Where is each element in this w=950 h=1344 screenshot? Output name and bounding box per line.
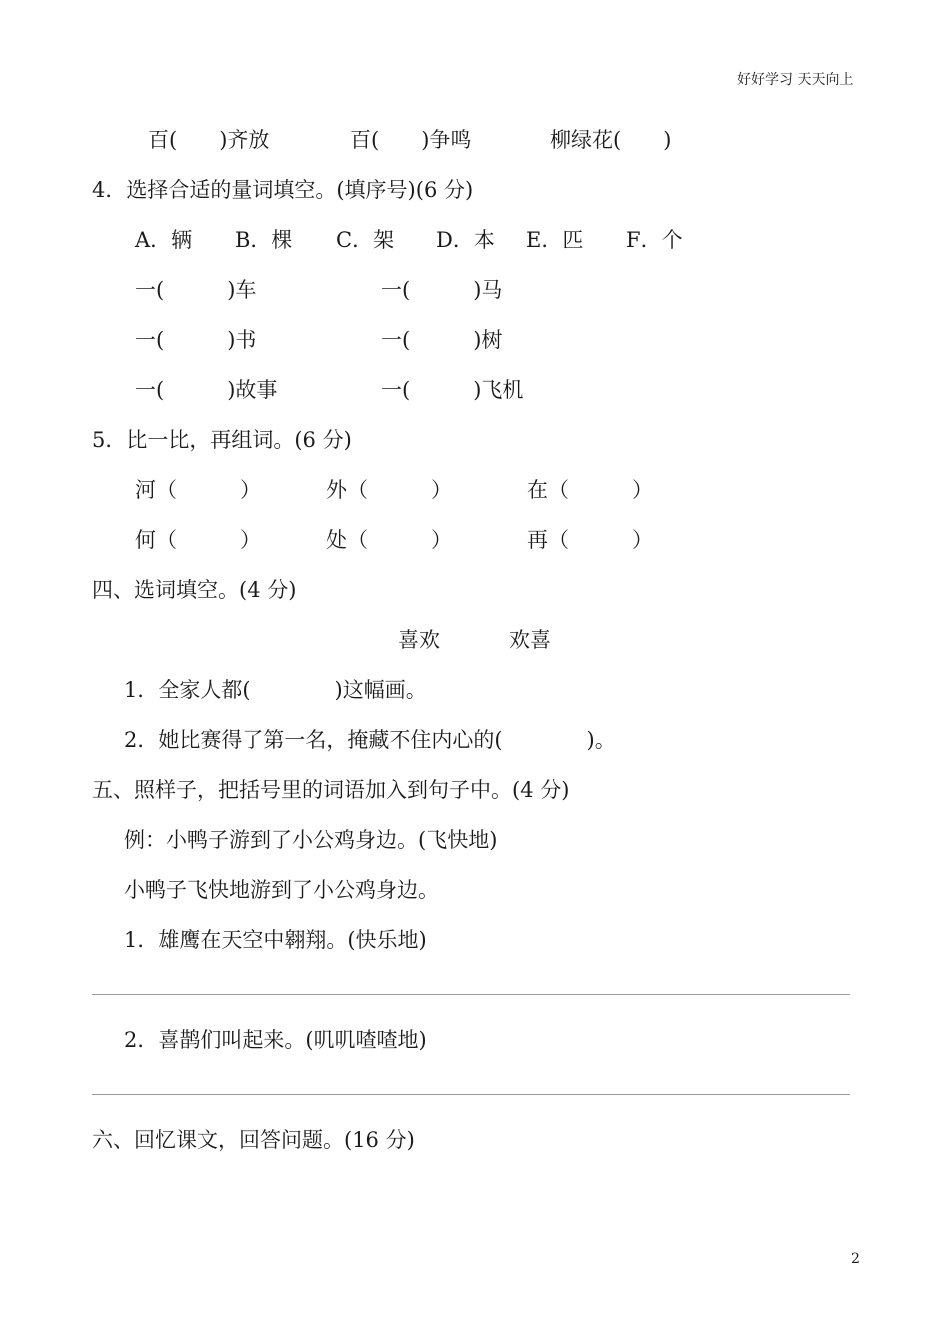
section5-example-answer: 小鸭子飞快地游到了小公鸡身边。 [124, 878, 439, 902]
section5-title: 五、照样子，把括号里的词语加入到句子中。(4 分) [92, 778, 570, 802]
q4-option: D．本 [436, 228, 495, 252]
q5-item: 何（ ） [135, 528, 261, 552]
page-number: 2 [851, 1251, 860, 1267]
idiom-item: 柳绿花( ) [550, 128, 672, 152]
section5-item: 2．喜鹊们叫起来。(叽叽喳喳地) [124, 1028, 427, 1052]
q4-item: 一( )树 [381, 328, 503, 352]
q5-item: 外（ ） [326, 478, 452, 502]
answer-line [92, 994, 850, 995]
section4-title: 四、选词填空。(4 分) [92, 578, 297, 602]
q4-option: E．匹 [526, 228, 584, 252]
q4-item: 一( )车 [135, 278, 257, 302]
q5-item: 再（ ） [527, 528, 653, 552]
section6-title: 六、回忆课文，回答问题。(16 分) [92, 1128, 415, 1152]
q4-title: 4．选择合适的量词填空。(填序号)(6 分) [92, 178, 474, 202]
q4-option: A．辆 [135, 228, 193, 252]
q4-item: 一( )飞机 [381, 378, 524, 402]
q4-option: C．架 [336, 228, 395, 252]
section4-item: 1．全家人都( )这幅画。 [124, 678, 427, 702]
q5-title: 5．比一比，再组词。(6 分) [92, 428, 352, 452]
q4-option: F．个 [626, 228, 683, 252]
q5-item: 处（ ） [326, 528, 452, 552]
section5-item: 1．雄鹰在天空中翱翔。(快乐地) [124, 928, 427, 952]
word-choice: 喜欢 [398, 628, 440, 652]
word-choice: 欢喜 [509, 628, 551, 652]
header-motto: 好好学习 天天向上 [737, 72, 854, 88]
q5-item: 在（ ） [527, 478, 653, 502]
q4-item: 一( )故事 [135, 378, 278, 402]
idiom-item: 百( )争鸣 [350, 128, 472, 152]
answer-line [92, 1094, 850, 1095]
q4-option: B．棵 [235, 228, 293, 252]
q5-item: 河（ ） [135, 478, 261, 502]
q4-item: 一( )马 [381, 278, 503, 302]
q4-item: 一( )书 [135, 328, 257, 352]
idiom-item: 百( )齐放 [148, 128, 270, 152]
section4-item: 2．她比赛得了第一名，掩藏不住内心的( )。 [124, 728, 616, 752]
section5-example: 例：小鸭子游到了小公鸡身边。(飞快地) [124, 828, 498, 852]
